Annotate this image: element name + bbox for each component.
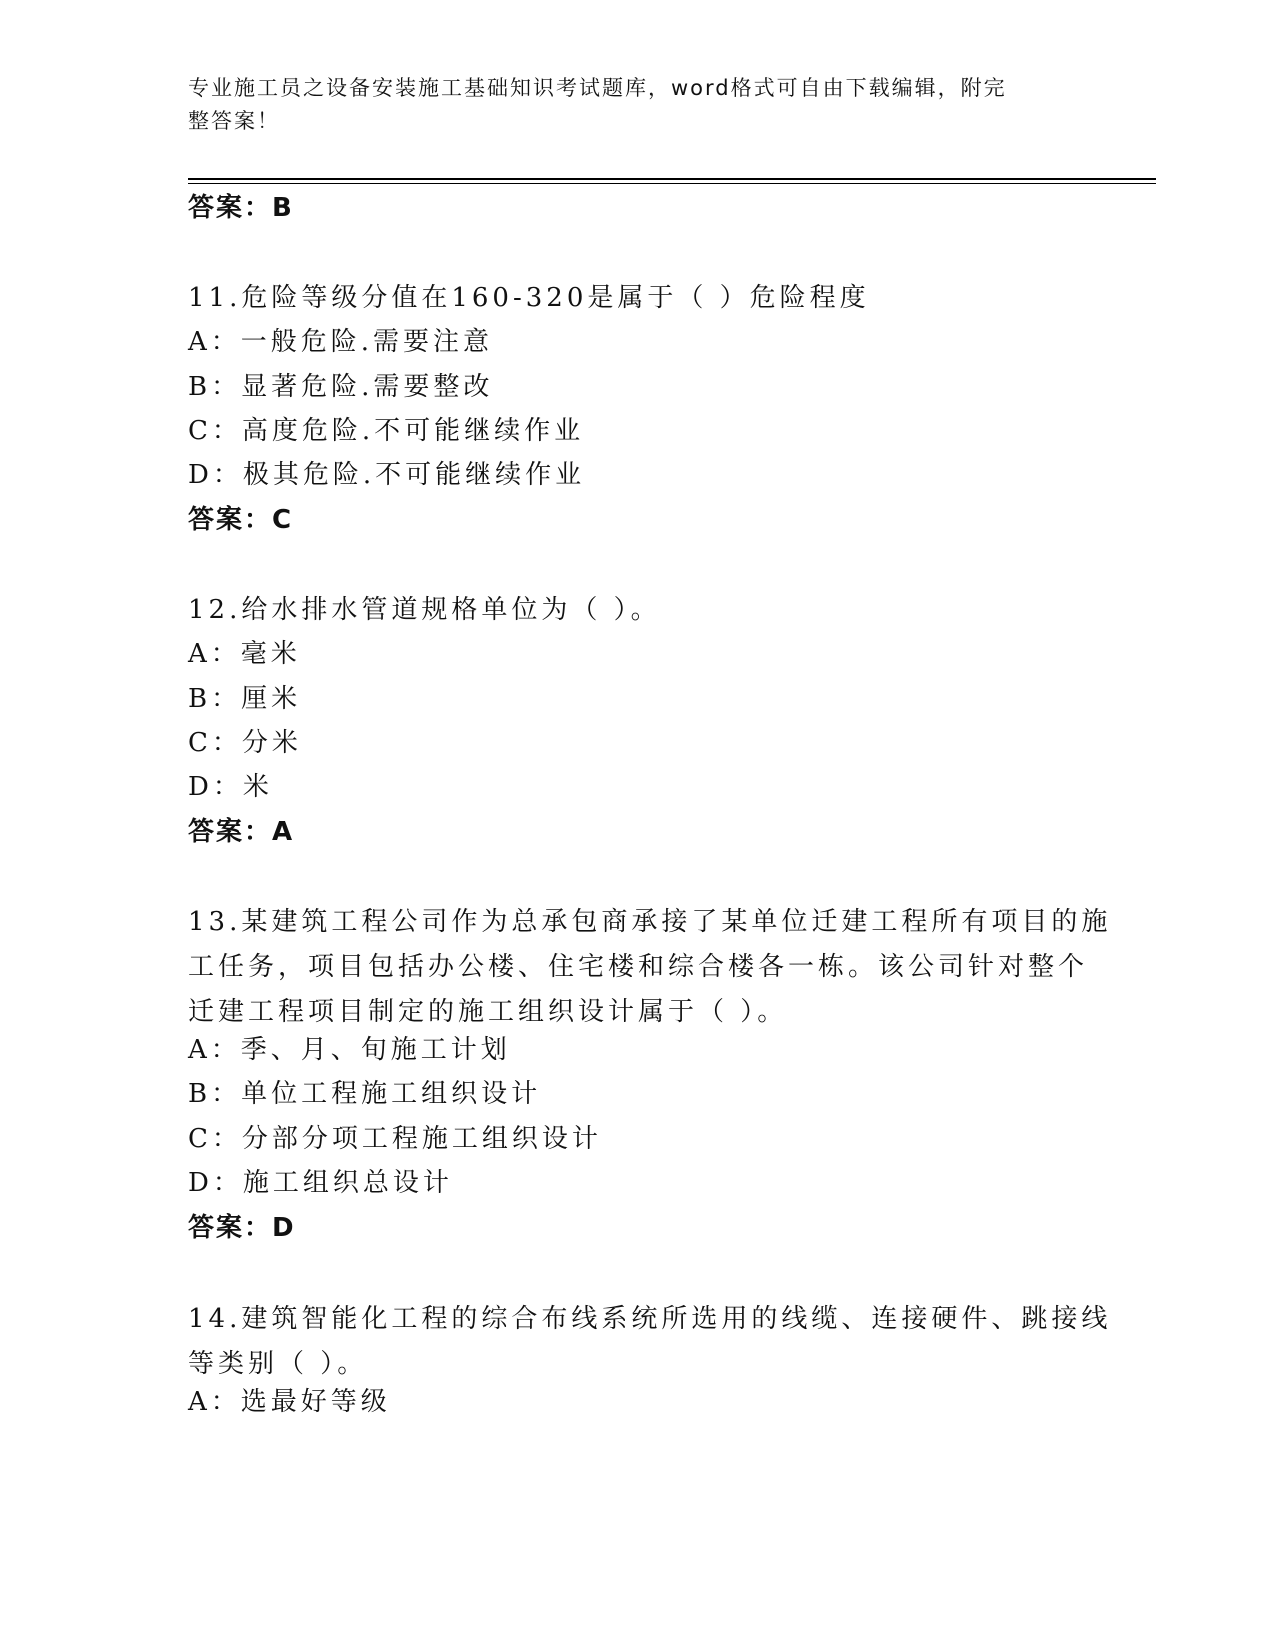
answer-q11: 答案：C [188,505,294,535]
question-11-stem: 11.危险等级分值在160-320是属于（ ）危险程度 [188,283,870,313]
question-12-stem: 12.给水排水管道规格单位为（ ）。 [188,595,661,625]
question-14-stem [188,1297,1112,1387]
question-13-option-b: B：单位工程施工组织设计 [188,1079,542,1109]
question-13-option-a: A：季、月、旬施工计划 [188,1035,511,1065]
question-14-stem-line-1: 14.建筑智能化工程的综合布线系统所选用的线缆、连接硬件、跳接线 [188,1304,1112,1334]
question-13-option-c: C：分部分项工程施工组织设计 [188,1124,602,1154]
answer-q10: 答案：B [188,193,294,223]
question-12-option-a: A：毫米 [188,639,301,669]
answer-q13: 答案：D [188,1213,296,1243]
header-line-1: 专业施工员之设备安装施工基础知识考试题库，word格式可自由下载编辑，附完 [188,76,1007,100]
question-13-stem-line-3: 迁建工程项目制定的施工组织设计属于（ ）。 [188,997,788,1027]
question-11-option-d: D：极其危险.不可能继续作业 [188,460,586,490]
question-11-option-a: A：一般危险.需要注意 [188,327,494,357]
question-12-option-b: B：厘米 [188,684,302,714]
answer-q12: 答案：A [188,817,295,847]
header-line-2: 整答案！ [188,109,280,133]
page-header [188,72,1068,138]
question-13-stem-line-2: 工任务，项目包括办公楼、住宅楼和综合楼各一栋。该公司针对整个 [188,952,1089,982]
question-11-option-b: B：显著危险.需要整改 [188,372,494,402]
question-13-stem [188,900,1112,1035]
question-14-stem-line-2: 等类别（ ）。 [188,1349,368,1379]
header-rule-thin [188,183,1156,184]
question-12-option-c: C：分米 [188,728,302,758]
header-rule-thick [188,178,1156,180]
question-11-option-c: C：高度危险.不可能继续作业 [188,416,585,446]
question-13-stem-line-1: 13.某建筑工程公司作为总承包商承接了某单位迁建工程所有项目的施 [188,907,1112,937]
question-12-option-d: D：米 [188,772,273,802]
question-13-option-d: D：施工组织总设计 [188,1168,453,1198]
question-14-option-a: A：选最好等级 [188,1387,391,1417]
